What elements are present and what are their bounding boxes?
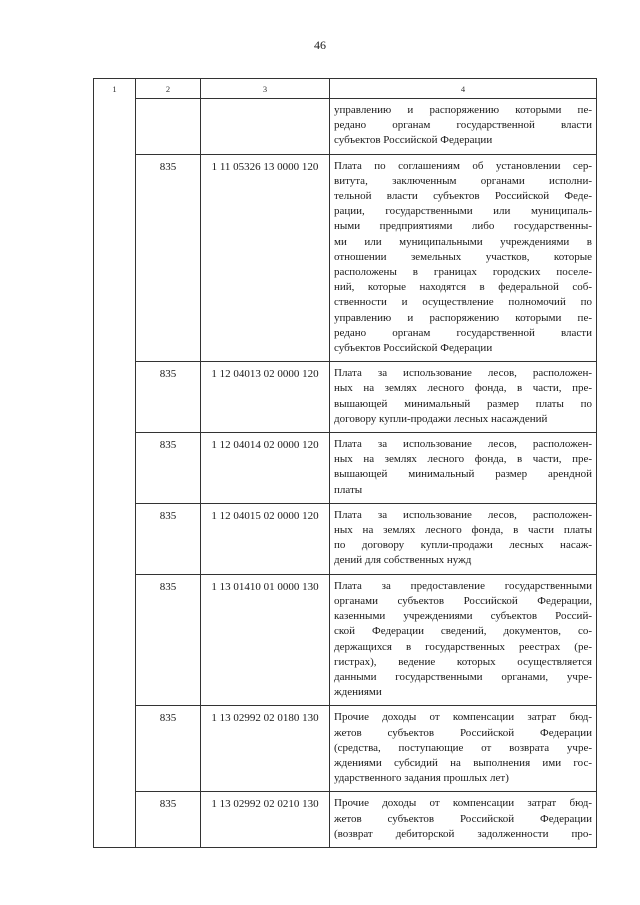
header-col-1: 1 — [94, 79, 136, 99]
row-col-1-cell — [94, 362, 136, 433]
revenue-code-cell: 1 11 05326 13 0000 120 — [201, 154, 330, 362]
revenue-codes-table — [93, 78, 597, 848]
revenue-code-cell: 1 12 04014 02 0000 120 — [201, 433, 330, 504]
description-line: ными предприятиями либо государственны- — [334, 220, 592, 233]
description-line: рации, государственными или муниципаль- — [334, 205, 592, 218]
revenue-description-cell — [330, 574, 597, 706]
table-row — [94, 706, 597, 792]
revenue-code-cell: 1 13 02992 02 0180 130 — [201, 706, 330, 792]
description-line: управлению и распоряжению которыми пе- — [334, 311, 592, 324]
revenue-description-cell — [330, 362, 597, 433]
row-col-1-cell — [94, 706, 136, 792]
table-row — [94, 154, 597, 362]
description-line: (возврат дебиторской задолженности про- — [334, 827, 592, 840]
revenue-description-cell — [330, 706, 597, 792]
description-line: Плата по соглашениям об установлении сер- — [334, 159, 592, 172]
row-col-1-cell — [94, 99, 136, 155]
description-line: (средства, поступающие от возврата учре- — [334, 741, 592, 754]
description-line: тельной власти субъектов Российской Феде- — [334, 190, 592, 203]
revenue-description-cell — [330, 154, 597, 362]
admin-code-cell: 835 — [136, 154, 201, 362]
description-line: держащихся в государственных реестрах (ре- — [334, 640, 592, 653]
description-line: ственности и осуществление полномочий по — [334, 296, 592, 309]
description-line: ской Федерации сведений, документов, со- — [334, 625, 592, 638]
page-number: 46 — [314, 38, 326, 52]
revenue-code-cell: 1 13 02992 02 0210 130 — [201, 792, 330, 848]
revenue-description-cell — [330, 503, 597, 574]
description-line: редано органам государственной власти — [334, 119, 592, 132]
row-col-1-cell — [94, 154, 136, 362]
description-line: Плата за использование лесов, расположен- — [334, 438, 592, 451]
table-row — [94, 574, 597, 706]
description-line: Плата за использование лесов, расположен- — [334, 508, 592, 521]
table-row — [94, 433, 597, 504]
table-row — [94, 362, 597, 433]
table-header-row — [94, 79, 597, 99]
revenue-code-cell: 1 12 04013 02 0000 120 — [201, 362, 330, 433]
admin-code-cell: 835 — [136, 792, 201, 848]
row-col-1-cell — [94, 792, 136, 848]
description-line: вышающей минимальный размер платы по — [334, 397, 592, 410]
description-line: Прочие доходы от компенсации затрат бюд- — [334, 797, 592, 810]
row-col-1-cell — [94, 574, 136, 706]
admin-code-cell: 835 — [136, 362, 201, 433]
description-line: Прочие доходы от компенсации затрат бюд- — [334, 711, 592, 724]
row-col-1-cell — [94, 503, 136, 574]
revenue-code-cell — [201, 99, 330, 155]
table-row — [94, 503, 597, 574]
admin-code-cell: 835 — [136, 433, 201, 504]
description-line: данными государственными органами, учре- — [334, 670, 592, 683]
description-line: ждениями — [334, 686, 382, 699]
header-col-4: 4 — [330, 79, 597, 99]
description-line: по договору купли-продажи лесных насаж- — [334, 539, 592, 552]
header-col-2: 2 — [136, 79, 201, 99]
description-line: ных на землях лесного фонда, в части платы — [334, 524, 592, 537]
description-line: Плата за использование лесов, расположен- — [334, 367, 592, 380]
description-line: субъектов Российской Федерации — [334, 342, 493, 355]
row-col-1-cell — [94, 433, 136, 504]
admin-code-cell: 835 — [136, 706, 201, 792]
revenue-description-cell — [330, 99, 597, 155]
description-line: дений для собственных нужд — [334, 554, 472, 567]
admin-code-cell: 835 — [136, 503, 201, 574]
description-line: субъектов Российской Федерации — [334, 134, 493, 147]
description-line: ждениями субсидий на выполнения ими гос- — [334, 756, 592, 769]
description-line: редано органам государственной власти — [334, 326, 592, 339]
description-line: ударственного задания прошлых лет) — [334, 772, 509, 785]
description-line: ний, которые находятся в федеральной соб- — [334, 281, 592, 294]
description-line: жетов субъектов Российской Федерации — [334, 812, 592, 825]
description-line: ми или муниципальными учреждениями в — [334, 235, 592, 248]
admin-code-cell: 835 — [136, 574, 201, 706]
description-line: витута, заключенным органами исполни- — [334, 174, 592, 187]
description-line: управлению и распоряжению которыми пе- — [334, 104, 592, 116]
description-line: органами субъектов Российской Федерации, — [334, 594, 592, 607]
table-row — [94, 792, 597, 848]
revenue-description-cell — [330, 792, 597, 848]
header-col-3: 3 — [201, 79, 330, 99]
revenue-code-cell: 1 13 01410 01 0000 130 — [201, 574, 330, 706]
admin-code-cell — [136, 99, 201, 155]
description-line: расположены в границах городских поселе- — [334, 266, 592, 279]
revenue-description-cell — [330, 433, 597, 504]
table-row — [94, 99, 597, 155]
description-line: платы — [334, 483, 363, 496]
description-line: ных на землях лесного фонда, в части, пре- — [334, 453, 592, 466]
description-line: Плата за предоставление государственными — [334, 579, 592, 592]
description-line: жетов субъектов Российской Федерации — [334, 726, 592, 739]
revenue-code-cell: 1 12 04015 02 0000 120 — [201, 503, 330, 574]
description-line: гистрах), ведение которых осуществляется — [334, 655, 592, 668]
description-line: казенными учреждениями субъектов Россий- — [334, 610, 592, 623]
description-line: договору купли-продажи лесных насаждений — [334, 412, 548, 425]
description-line: ных на землях лесного фонда, в части, пре- — [334, 382, 592, 395]
description-line: вышающей минимальный размер арендной — [334, 468, 592, 481]
description-line: отношении земельных участков, которые — [334, 250, 592, 263]
